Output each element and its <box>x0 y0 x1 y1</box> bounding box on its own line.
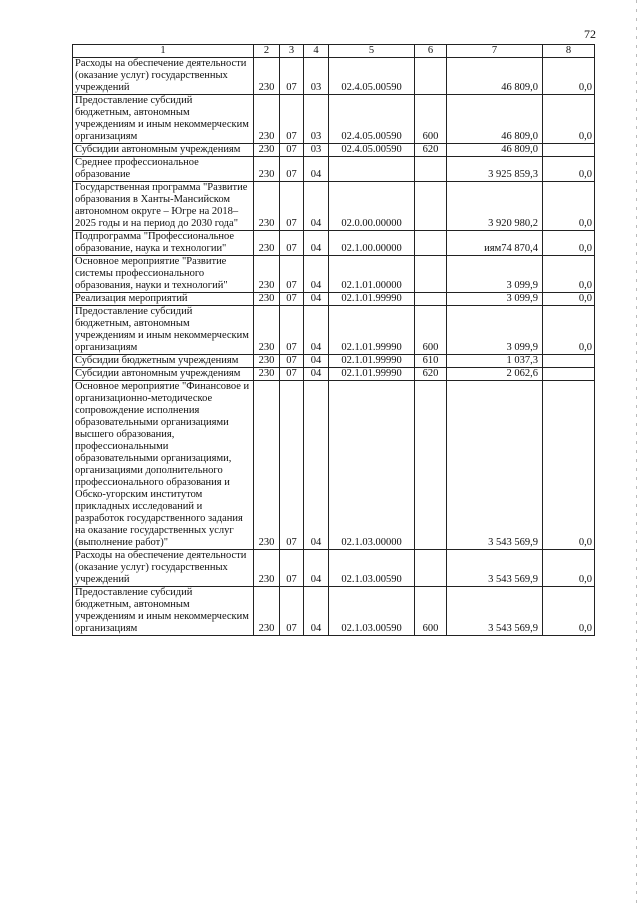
expense-type-cell: 610 <box>415 355 447 368</box>
expense-type-cell: 620 <box>415 144 447 157</box>
expense-type-cell <box>415 293 447 306</box>
amount-cell: 3 543 569,9 <box>447 550 543 587</box>
expense-type-cell <box>415 256 447 293</box>
expense-type-cell: 620 <box>415 368 447 381</box>
table-row <box>73 587 595 636</box>
row-name-cell: Государственная программа "Развитие образования в Ханты-Мансийском автономном округе – Югре на 2018–2025 годы и на период до 2030 года" <box>73 182 254 231</box>
amount-change-cell <box>543 368 595 381</box>
column-header: 3 <box>280 45 304 58</box>
header-row <box>73 45 595 58</box>
subsection-cell: 04 <box>304 256 329 293</box>
section-cell: 07 <box>280 157 304 182</box>
subsection-cell: 04 <box>304 157 329 182</box>
row-name-cell: Среднее профессиональное образование <box>73 157 254 182</box>
row-name-cell: Субсидии автономным учреждениям <box>73 368 254 381</box>
admin-code-cell: 230 <box>254 256 280 293</box>
amount-cell: 3 099,9 <box>447 293 543 306</box>
subsection-cell: 04 <box>304 182 329 231</box>
subsection-cell: 04 <box>304 587 329 636</box>
target-article-cell: 02.4.05.00590 <box>329 144 415 157</box>
expense-type-cell <box>415 231 447 256</box>
table-row <box>73 157 595 182</box>
target-article-cell: 02.1.01.99990 <box>329 355 415 368</box>
row-name-cell: Основное мероприятие "Финансовое и организационно-методическое сопровождение исполнения образовательными организациями высшего образования, профессиональными образовательными организациями, организациями дополнительного профессионального образования и Обско-угорским институтом прикладных исследований и разработок государственного задания на оказание государственных услуг (выполнение работ)" <box>73 381 254 550</box>
section-cell: 07 <box>280 587 304 636</box>
amount-change-cell: 0,0 <box>543 381 595 550</box>
admin-code-cell: 230 <box>254 381 280 550</box>
subsection-cell: 04 <box>304 355 329 368</box>
admin-code-cell: 230 <box>254 182 280 231</box>
table-row <box>73 355 595 368</box>
expense-type-cell <box>415 550 447 587</box>
column-header: 1 <box>73 45 254 58</box>
expense-type-cell <box>415 157 447 182</box>
target-article-cell: 02.1.01.99990 <box>329 293 415 306</box>
amount-cell: 3 925 859,3 <box>447 157 543 182</box>
admin-code-cell: 230 <box>254 587 280 636</box>
amount-cell: 3 099,9 <box>447 306 543 355</box>
expense-type-cell <box>415 58 447 95</box>
expense-type-cell: 600 <box>415 587 447 636</box>
amount-change-cell: 0,0 <box>543 293 595 306</box>
expense-type-cell: 600 <box>415 306 447 355</box>
amount-cell: 3 543 569,9 <box>447 381 543 550</box>
row-name-cell: Предоставление субсидий бюджетным, автономным учреждениям и иным некоммерческим организациям <box>73 587 254 636</box>
column-header: 4 <box>304 45 329 58</box>
row-name-cell: Подпрограмма "Профессиональное образование, наука и технологии" <box>73 231 254 256</box>
table-row <box>73 231 595 256</box>
column-header: 5 <box>329 45 415 58</box>
section-cell: 07 <box>280 58 304 95</box>
amount-change-cell: 0,0 <box>543 306 595 355</box>
table-row <box>73 182 595 231</box>
section-cell: 07 <box>280 368 304 381</box>
table-row <box>73 368 595 381</box>
amount-cell: 1 037,3 <box>447 355 543 368</box>
amount-cell: 46 809,0 <box>447 144 543 157</box>
expense-type-cell: 600 <box>415 95 447 144</box>
amount-cell: 3 920 980,2 <box>447 182 543 231</box>
page-number: 72 <box>584 27 596 41</box>
subsection-cell: 03 <box>304 95 329 144</box>
amount-change-cell: 0,0 <box>543 587 595 636</box>
row-name-cell: Предоставление субсидий бюджетным, автономным учреждениям и иным некоммерческим организациям <box>73 95 254 144</box>
section-cell: 07 <box>280 355 304 368</box>
admin-code-cell: 230 <box>254 368 280 381</box>
section-cell: 07 <box>280 144 304 157</box>
amount-cell: 46 809,0 <box>447 95 543 144</box>
amount-cell: иям74 870,4 <box>447 231 543 256</box>
section-cell: 07 <box>280 550 304 587</box>
admin-code-cell: 230 <box>254 231 280 256</box>
amount-change-cell: 0,0 <box>543 157 595 182</box>
admin-code-cell: 230 <box>254 306 280 355</box>
section-cell: 07 <box>280 231 304 256</box>
subsection-cell: 03 <box>304 144 329 157</box>
subsection-cell: 04 <box>304 231 329 256</box>
subsection-cell: 04 <box>304 368 329 381</box>
subsection-cell: 04 <box>304 293 329 306</box>
table-row <box>73 256 595 293</box>
table-row <box>73 293 595 306</box>
target-article-cell: 02.1.03.00000 <box>329 381 415 550</box>
table-row <box>73 95 595 144</box>
expense-type-cell <box>415 381 447 550</box>
table-row <box>73 381 595 550</box>
target-article-cell: 02.1.03.00590 <box>329 587 415 636</box>
column-header: 2 <box>254 45 280 58</box>
column-header: 6 <box>415 45 447 58</box>
amount-cell: 3 543 569,9 <box>447 587 543 636</box>
amount-change-cell <box>543 355 595 368</box>
row-name-cell: Расходы на обеспечение деятельности (оказание услуг) государственных учреждений <box>73 550 254 587</box>
budget-table <box>72 44 595 636</box>
target-article-cell: 02.4.05.00590 <box>329 95 415 144</box>
amount-change-cell: 0,0 <box>543 256 595 293</box>
subsection-cell: 04 <box>304 306 329 355</box>
column-header: 7 <box>447 45 543 58</box>
admin-code-cell: 230 <box>254 355 280 368</box>
section-cell: 07 <box>280 293 304 306</box>
expense-type-cell <box>415 182 447 231</box>
section-cell: 07 <box>280 381 304 550</box>
table-row <box>73 550 595 587</box>
row-name-cell: Субсидии бюджетным учреждениям <box>73 355 254 368</box>
target-article-cell: 02.1.03.00590 <box>329 550 415 587</box>
admin-code-cell: 230 <box>254 550 280 587</box>
target-article-cell <box>329 157 415 182</box>
admin-code-cell: 230 <box>254 95 280 144</box>
column-header: 8 <box>543 45 595 58</box>
row-name-cell: Основное мероприятие "Развитие системы профессионального образования, науки и технологий" <box>73 256 254 293</box>
subsection-cell: 04 <box>304 381 329 550</box>
target-article-cell: 02.0.00.00000 <box>329 182 415 231</box>
row-name-cell: Расходы на обеспечение деятельности (оказание услуг) государственных учреждений <box>73 58 254 95</box>
admin-code-cell: 230 <box>254 58 280 95</box>
admin-code-cell: 230 <box>254 144 280 157</box>
amount-change-cell: 0,0 <box>543 550 595 587</box>
section-cell: 07 <box>280 182 304 231</box>
subsection-cell: 03 <box>304 58 329 95</box>
table-row <box>73 58 595 95</box>
amount-cell: 46 809,0 <box>447 58 543 95</box>
admin-code-cell: 230 <box>254 157 280 182</box>
row-name-cell: Реализация мероприятий <box>73 293 254 306</box>
admin-code-cell: 230 <box>254 293 280 306</box>
table-body <box>73 58 595 636</box>
amount-cell: 2 062,6 <box>447 368 543 381</box>
row-name-cell: Предоставление субсидий бюджетным, автономным учреждениям и иным некоммерческим организациям <box>73 306 254 355</box>
amount-change-cell: 0,0 <box>543 58 595 95</box>
subsection-cell: 04 <box>304 550 329 587</box>
amount-change-cell: 0,0 <box>543 231 595 256</box>
section-cell: 07 <box>280 306 304 355</box>
table-row <box>73 144 595 157</box>
row-name-cell: Субсидии автономным учреждениям <box>73 144 254 157</box>
target-article-cell: 02.1.01.99990 <box>329 306 415 355</box>
amount-change-cell: 0,0 <box>543 95 595 144</box>
target-article-cell: 02.1.01.99990 <box>329 368 415 381</box>
target-article-cell: 02.1.00.00000 <box>329 231 415 256</box>
target-article-cell: 02.1.01.00000 <box>329 256 415 293</box>
section-cell: 07 <box>280 256 304 293</box>
scan-edge-artifact <box>636 0 637 905</box>
table-row <box>73 306 595 355</box>
target-article-cell: 02.4.05.00590 <box>329 58 415 95</box>
amount-change-cell: 0,0 <box>543 182 595 231</box>
amount-cell: 3 099,9 <box>447 256 543 293</box>
section-cell: 07 <box>280 95 304 144</box>
amount-change-cell <box>543 144 595 157</box>
